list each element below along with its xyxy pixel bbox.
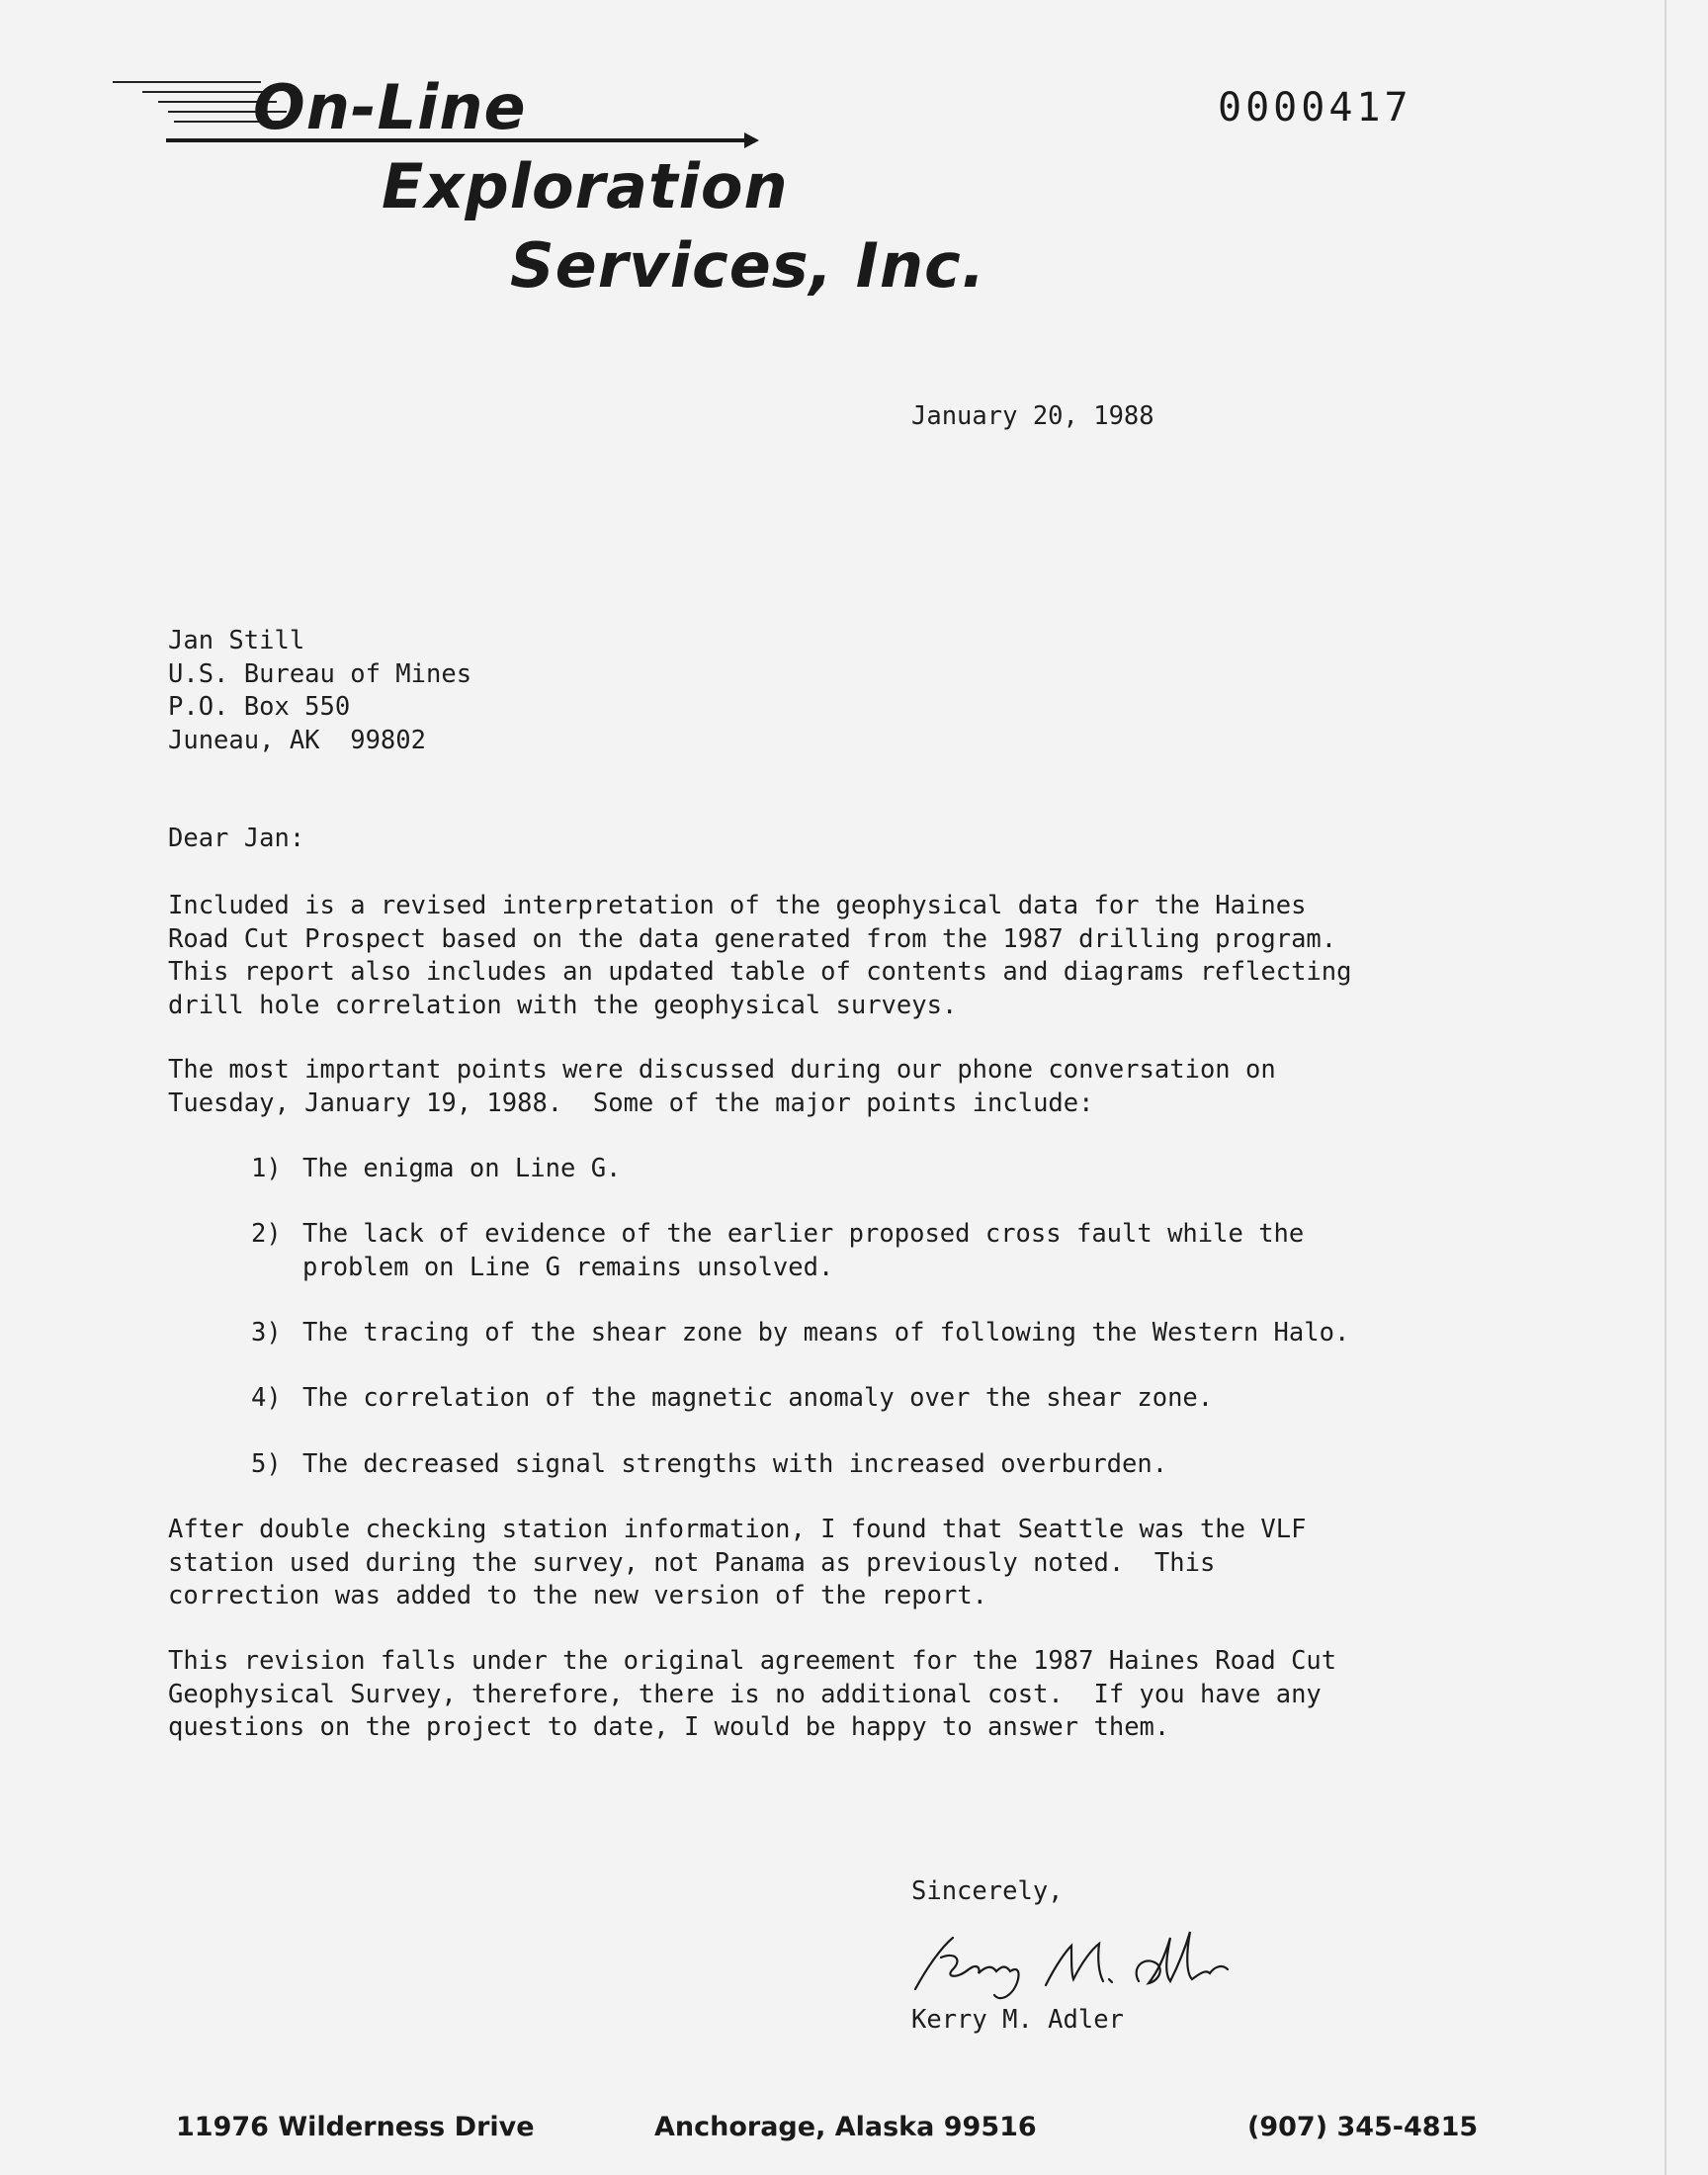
list-item-number: 4) — [251, 1383, 282, 1413]
recipient-name: Jan Still — [168, 626, 305, 655]
company-logo — [109, 69, 1058, 326]
recipient-city: Juneau, AK 99802 — [168, 725, 426, 755]
logo-speed-line — [113, 81, 261, 83]
handwritten-signature — [897, 1908, 1293, 2007]
list-item — [251, 1153, 621, 1186]
logo-line-1: On-Line — [253, 71, 527, 143]
logo-line-3: Services, Inc. — [510, 229, 986, 302]
list-item-number: 1) — [251, 1154, 282, 1183]
list-item — [251, 1382, 1213, 1416]
logo-speed-line — [142, 91, 271, 93]
paragraph-1: Included is a revised interpretation of the geophysical data for the Haines Road Cut Prospect based on the data generated from the 1987 drilling program. This report also includes an updated table of contents and diagrams reflecting drill hole correlation with the geophysical surveys. — [168, 891, 1352, 1020]
list-item-text: The tracing of the shear zone by means of following the Western Halo. — [302, 1318, 1350, 1348]
list-item-text: The enigma on Line G. — [302, 1154, 622, 1183]
list-item-text: The lack of evidence of the earlier proposed cross fault while the problem on Line G remains unsolved. — [302, 1219, 1305, 1282]
recipient-organization: U.S. Bureau of Mines — [168, 658, 472, 689]
list-item-text: The decreased signal strengths with increased overburden. — [302, 1449, 1168, 1479]
list-item-number: 2) — [251, 1219, 282, 1249]
letter-date: January 20, 1988 — [911, 401, 1154, 431]
paragraph-3: After double checking station information, I found that Seattle was the VLF station used during the survey, not Panama as previously noted. This correction was added to the new version of the report. — [168, 1515, 1307, 1610]
document-number: 0000417 — [1218, 85, 1412, 130]
list-item-number: 5) — [251, 1449, 282, 1479]
salutation: Dear Jan: — [168, 824, 305, 853]
footer-address: 11976 Wilderness Drive — [176, 2112, 535, 2142]
paragraph-2: The most important points were discussed during our phone conversation on Tuesday, January 19, 1988. Some of the major points include: — [168, 1055, 1276, 1118]
signer-name: Kerry M. Adler — [911, 2005, 1124, 2035]
footer-city: Anchorage, Alaska 99516 — [654, 2112, 1037, 2142]
list-item-number: 3) — [251, 1318, 282, 1348]
recipient-address — [168, 625, 471, 757]
paragraph-4: This revision falls under the original agreement for the 1987 Haines Road Cut Geophysical Survey, therefore, there is no additional cost. If you have any questions on the project to date, I would be happy to answer them. — [168, 1646, 1337, 1742]
recipient-po-box: P.O. Box 550 — [168, 692, 351, 722]
list-item-text: The correlation of the magnetic anomaly over the shear zone. — [302, 1383, 1214, 1413]
list-item — [251, 1218, 1304, 1284]
list-item — [251, 1317, 1349, 1350]
footer-phone: (907) 345-4815 — [1247, 2112, 1479, 2142]
list-item — [251, 1448, 1167, 1482]
closing: Sincerely, — [911, 1876, 1064, 1906]
page-edge — [1665, 0, 1666, 2175]
logo-line-2: Exploration — [382, 150, 789, 222]
